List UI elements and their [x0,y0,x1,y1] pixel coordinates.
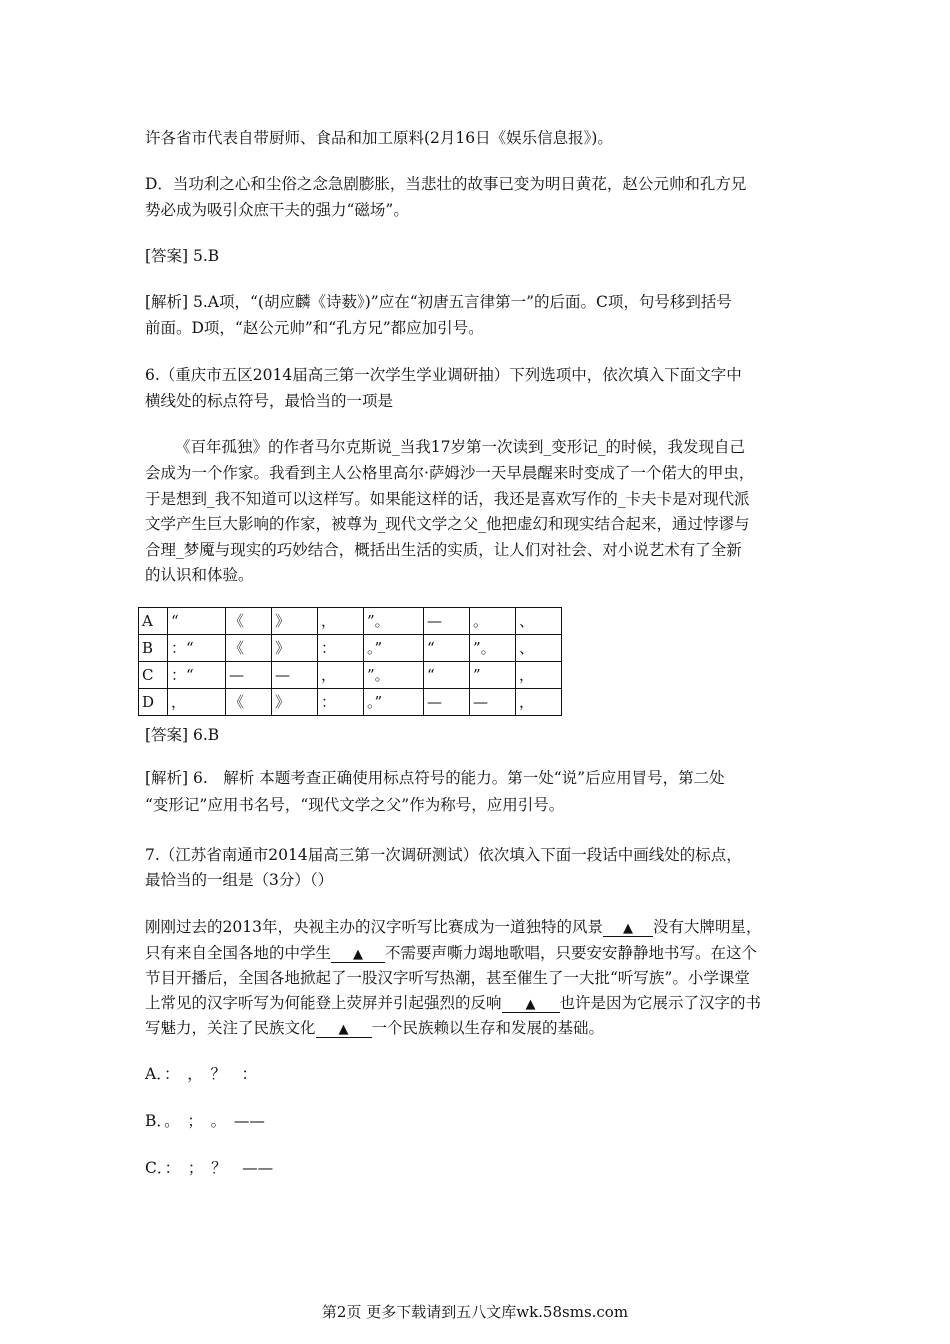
question-6: 横线处的标点符号，最恰当的一项是 [145,392,394,410]
table-cell: ， [318,662,364,689]
passage-7-line [145,917,761,937]
table-cell: ”。 [470,635,516,662]
passage-text: 刚刚过去的2013年，央视主办的汉字听写比赛成为一道独特的风景 [145,918,603,936]
question-6: 6.（重庆市五区2014届高三第一次学生学业调研抽）下列选项中，依次填入下面文字中 [145,366,742,384]
explanation-5: [解析] 5.A项，“(胡应麟《诗薮》)”应在“初唐五言律第一”的后面。C项，句号移到括号 [145,293,732,311]
table-cell: “ [424,635,470,662]
table-cell: 、 [516,608,562,635]
table-cell: “ [424,662,470,689]
table-cell: 。 [470,608,516,635]
table-cell: — [272,662,318,689]
explanation-6: [解析] 6. 解析 本题考查正确使用标点符号的能力。第一处“说”后应用冒号，第二处 [145,769,725,787]
passage-6-line: 会成为一个作家。我看到主人公格里高尔·萨姆沙一天早晨醒来时变成了一个偌大的甲虫， [145,464,755,482]
table-cell: A [139,608,168,635]
table-row [139,662,562,689]
table-row [139,608,562,635]
table-cell: ， [516,662,562,689]
table-cell: 《 [226,689,272,716]
table-cell: ， [516,689,562,716]
passage-text: 不需要声嘶力竭地歌唱，只要安安静静地书写。在这个 [385,944,758,962]
table-cell: B [139,635,168,662]
option-a: A．： ， ？ ： [145,1065,257,1083]
table-cell: 》 [272,689,318,716]
table-cell: ：“ [168,662,226,689]
table-cell: ， [318,608,364,635]
passage-text: 一个民族赖以生存和发展的基础。 [371,1019,605,1037]
table-cell: 》 [272,608,318,635]
passage-text: 也许是因为它展示了汉字的书 [559,994,762,1012]
fill-blank: ▲ [316,1023,372,1038]
table-cell: 》 [272,635,318,662]
passage-text: 写魅力，关注了民族文化 [145,1019,316,1037]
table-cell: ， [168,689,226,716]
table-cell: 、 [516,635,562,662]
passage-6-line: 文学产生巨大影响的作家，被尊为_现代文学之父_他把虚幻和现实结合起来，通过悖谬与 [145,515,750,533]
table-cell: 《 [226,635,272,662]
fill-blank: ▲ [603,922,653,937]
table-cell: “ [168,608,226,635]
passage-6-line: 合理_梦魇与现实的巧妙结合，概括出生活的实质，让人们对社会、对小说艺术有了全新 [145,541,742,559]
table-cell: D [139,689,168,716]
page-footer: 第2页 更多下载请到五八文库wk.58sms.com [321,1303,629,1321]
passage-6-line: 的认识和体验。 [145,566,254,584]
fill-blank: ▲ [502,998,560,1013]
passage-6-line: 于是想到_我不知道可以这样写。如果能这样的话，我还是喜欢写作的_卡夫卡是对现代派 [145,490,750,508]
question-7: 最恰当的一组是（3分）（） [145,871,334,889]
table-row [139,689,562,716]
table-cell: C [139,662,168,689]
table-row [139,635,562,662]
passage-7-line [145,943,757,963]
option-d-line: 势必成为吸引众庶干夫的强力“磁场”。 [145,201,409,219]
paragraph-line: 许各省市代表自带厨师、食品和加工原料(2月16日《娱乐信息报》)。 [145,129,613,147]
table-cell: — [424,689,470,716]
table-cell: 。” [364,689,424,716]
table-cell: — [226,662,272,689]
passage-text: 上常见的汉字听写为何能登上荧屏并引起强烈的反响 [145,994,502,1012]
answer-5: [答案] 5.B [145,247,220,265]
table-cell: ”。 [364,662,424,689]
explanation-5: 前面。D项，“赵公元帅”和“孔方兄”都应加引号。 [145,319,484,337]
option-b: B．。 ； 。 —— [145,1112,265,1130]
table-cell: — [470,689,516,716]
table-cell: ”。 [364,608,424,635]
passage-text: 没有大牌明星， [652,918,762,936]
table-cell: 。” [364,635,424,662]
table-cell: ： [318,635,364,662]
passage-6-line: 《百年孤独》的作者马尔克斯说_当我17岁第一次读到_变形记_的时候，我发现自己 [175,438,745,456]
table-cell: — [424,608,470,635]
option-c: C．： ； ？ —— [145,1159,274,1177]
answer-6: [答案] 6.B [145,726,220,744]
passage-7-line [145,993,761,1013]
fill-blank: ▲ [331,948,385,963]
table-cell: 《 [226,608,272,635]
table-cell: ” [470,662,516,689]
passage-7-line [145,1018,604,1038]
passage-7-line: 节目开播后，全国各地掀起了一股汉字听写热潮，甚至催生了一大批“听写族”。小学课堂 [145,969,750,987]
option-d-line: D．当功利之心和尘俗之念急剧膨胀，当悲壮的故事已变为明日黄花，赵公元帅和孔方兄 [145,175,747,193]
options-table [138,607,562,716]
table-cell: ： [318,689,364,716]
passage-text: 只有来自全国各地的中学生 [145,944,332,962]
explanation-6: “变形记”应用书名号，“现代文学之父”作为称号，应用引号。 [145,796,565,814]
table-cell: ：“ [168,635,226,662]
question-7: 7.（江苏省南通市2014届高三第一次调研测试）依次填入下面一段话中画线处的标点， [145,846,742,864]
